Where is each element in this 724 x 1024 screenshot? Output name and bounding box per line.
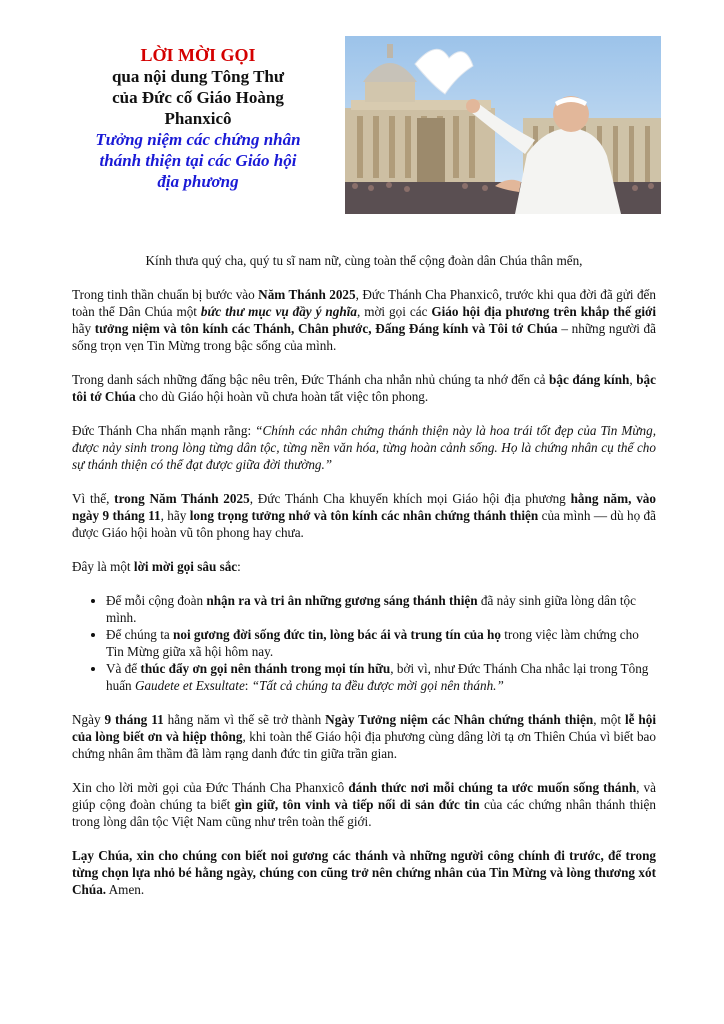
paragraph-6: [72, 711, 656, 762]
p2-text-c: ,: [629, 372, 637, 387]
p2-text-e: cho dù Giáo hội hoàn vũ chưa hoàn tất việc tôn phong.: [135, 389, 429, 404]
p1-text-a: Trong tinh thần chuẩn bị bước vào: [72, 287, 259, 302]
p6-bold-date: 9 tháng 11: [104, 712, 164, 727]
p5-text-c: :: [237, 559, 241, 574]
p4-bold-jubilee: trong Năm Thánh 2025: [114, 491, 250, 506]
p6-text-g: , khi toàn thể Giáo hội địa phương cùng dâng lời tạ ơn Thiên Chúa vì biết bao chứng nhân âm thầm đã làm rạng danh đức tin giữa trần gian.: [72, 729, 656, 761]
photo-illustration: [345, 36, 661, 214]
title-main: LỜI MỜI GỌI: [140, 45, 256, 65]
p1-bold-letter: bức thư mục vụ đầy ý nghĩa: [200, 304, 357, 319]
p1-text-g: hãy: [72, 321, 95, 336]
paragraph-1: [72, 286, 656, 354]
p6-text-c: hằng năm vì thế sẽ trở thành: [163, 712, 326, 727]
p7-text-a: Xin cho lời mời gọi của Đức Thánh Cha Phanxicô: [72, 780, 349, 795]
p4-bold-honor: long trọng tưởng nhớ và tôn kính các nhân chứng thánh thiện: [189, 508, 539, 523]
bullet-1-text-a: Để mỗi cộng đoàn: [106, 593, 207, 608]
subtitle-line-2: thánh thiện tại các Giáo hội: [99, 151, 297, 170]
p7-bold-awaken: đánh thức nơi mỗi chúng ta ước muốn sống thánh: [348, 780, 637, 795]
p1-bold-jubilee: Năm Thánh 2025: [258, 287, 356, 302]
p5-bold-invitation: lời mời gọi sâu sắc: [133, 559, 238, 574]
paragraph-5: [72, 558, 656, 575]
bullet-3-bold: thúc đẩy ơn gọi nên thánh trong mọi tín hữu: [140, 661, 391, 676]
title-line-4: Phanxicô: [164, 109, 232, 128]
p1-text-c: , Đức Thánh Cha Phanxicô, trước khi qua đời đã gửi đến toàn thể Dân Chúa một: [72, 287, 656, 319]
bullet-list: [72, 592, 656, 694]
paragraph-2: [72, 371, 656, 405]
closing-prayer: [72, 847, 656, 898]
p6-bold-feast: lễ hội của lòng biết ơn và hiệp thông: [72, 712, 656, 744]
bullet-1-text-c: đã nảy sinh giữa lòng dân tộc mình.: [106, 593, 636, 625]
p3-quote: “Chính các nhân chứng thánh thiện này là hoa trái tốt đẹp của Tin Mừng, được nảy sinh trong lòng từng dân tộc, từng nền văn hóa, từng hoàn cảnh sống. Họ là chứng nhân cụ thể cho sự thánh thiện có thể đạt được giữa đời thường.”: [72, 423, 657, 472]
p2-bold-venerable: bậc đáng kính: [549, 372, 630, 387]
bullet-3-italic-title: Gaudete et Exsultate: [134, 678, 245, 693]
bullet-3-text-a: Và để: [106, 661, 141, 676]
paragraph-4: [72, 490, 656, 541]
paragraph-7: [72, 779, 656, 830]
p4-text-a: Vì thế,: [72, 491, 115, 506]
title-line-3: của Đức cố Giáo Hoàng: [112, 88, 284, 107]
paragraph-3: [72, 422, 656, 473]
p4-text-e: , hãy: [160, 508, 190, 523]
p2-text-a: Trong danh sách những đấng bậc nêu trên, Đức Thánh cha nhắn nhủ chúng ta nhớ đến cả: [72, 372, 550, 387]
p3-text-a: Đức Thánh Cha nhấn mạnh rằng:: [72, 423, 256, 438]
title-line-2: qua nội dung Tông Thư: [111, 67, 285, 86]
p1-bold-churches: Giáo hội địa phương trên khắp thế giới: [431, 304, 657, 319]
p6-text-a: Ngày: [72, 712, 105, 727]
p1-text-e: , mời gọi các: [356, 304, 432, 319]
p7-bold-heritage: gìn giữ, tôn vinh và tiếp nối di sản đức tin: [234, 797, 480, 812]
p6-bold-day: Ngày Tưởng niệm các Nhân chứng thánh thiện: [325, 712, 594, 727]
subtitle-line-1: Tưởng niệm các chứng nhân: [95, 130, 301, 149]
bullet-2-text-a: Để chúng ta: [106, 627, 174, 642]
bullet-3-text-e: :: [244, 678, 252, 693]
greeting: Kính thưa quý cha, quý tu sĩ nam nữ, cùng toàn thể cộng đoàn dân Chúa thân mến,: [145, 253, 583, 268]
prayer-bold: Lạy Chúa, xin cho chúng con biết noi gương các thánh và những người công chính đi trước, để trong từng chọn lựa nhỏ bé hằng ngày, chúng con cũng trở nên chứng nhân của Tin Mừng và lòng thương xót Chúa.: [72, 848, 656, 897]
p2-bold-servants: bậc tôi tớ Chúa: [72, 372, 656, 404]
p4-text-c: , Đức Thánh Cha khuyến khích mọi Giáo hội địa phương: [249, 491, 571, 506]
p6-text-e: , một: [593, 712, 625, 727]
letter-body: [72, 252, 656, 915]
list-item: [106, 592, 656, 626]
bullet-2-text-c: trong việc làm chứng cho Tin Mừng giữa xã hội hôm nay.: [106, 627, 639, 659]
p1-text-i: – những người đã sống trọn vẹn Tin Mừng trong bậc sống của mình.: [72, 321, 657, 353]
prayer-amen: Amen.: [106, 882, 145, 897]
bullet-3-text-c: , bởi vì, như Đức Thánh Cha nhắc lại trong Tông huấn: [106, 661, 649, 693]
list-item: [106, 660, 656, 694]
p5-text-a: Đây là một: [72, 559, 134, 574]
bullet-1-bold: nhận ra và tri ân những gương sáng thánh thiện: [206, 593, 478, 608]
bullet-3-quote: “Tất cả chúng ta đều được mời gọi nên thánh.”: [251, 678, 504, 693]
subtitle-line-3: địa phương: [157, 172, 239, 191]
p1-bold-saints: tưởng niệm và tôn kính các Thánh, Chân phước, Đấng Đáng kính và Tôi tớ Chúa: [94, 321, 558, 336]
list-item: [106, 626, 656, 660]
p4-bold-date: hằng năm, vào ngày 9 tháng 11: [72, 491, 656, 523]
p7-text-c: , và giúp cộng đoàn chúng ta biết: [72, 780, 657, 812]
p4-text-g: của mình — dù họ đã được Giáo hội hoàn vũ tôn phong hay chưa.: [72, 508, 657, 540]
p7-text-e: của các chứng nhân thánh thiện trong lòng dân tộc Việt Nam cũng như trên toàn thế giới.: [72, 797, 656, 829]
bullet-2-bold: noi gương đời sống đức tin, lòng bác ái và trung tín của họ: [173, 627, 501, 642]
title-block: [60, 44, 336, 192]
pope-dove-photo: [345, 36, 661, 214]
